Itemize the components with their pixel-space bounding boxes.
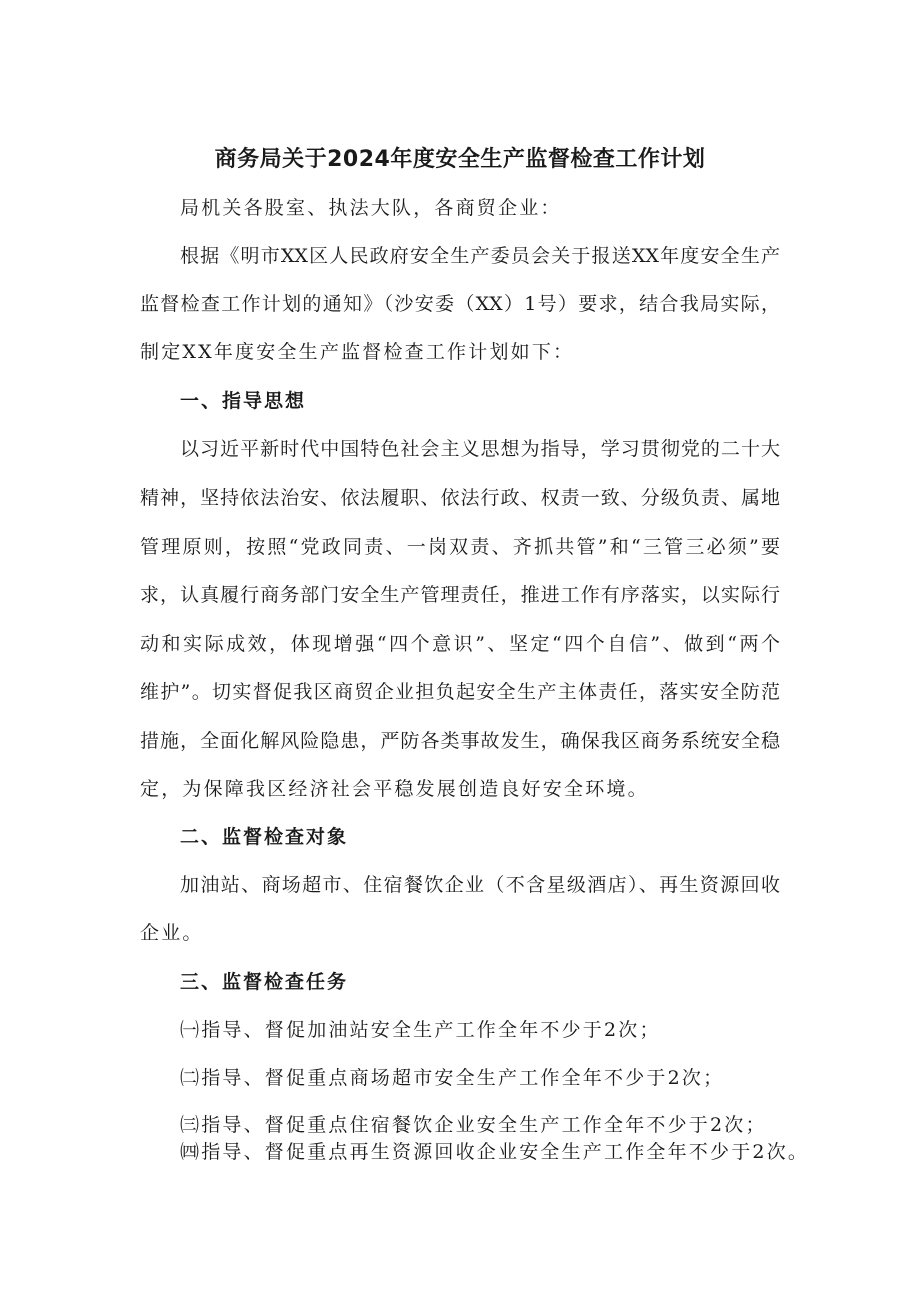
task-item-1: ㈠指导、督促加油站安全生产工作全年不少于2次； [180,1019,661,1041]
section-2-heading: 二、监督检查对象 [180,826,349,848]
section-1-line-2: 精神，坚持依法治安、依法履职、依法行政、权责一致、分级负责、属地 [140,487,780,509]
salutation: 局机关各股室、执法大队，各商贸企业： [180,197,562,219]
section-1-line-4: 求，认真履行商务部门安全生产管理责任，推进工作有序落实，以实际行 [140,584,780,606]
section-1-line-7: 措施，全面化解风险隐患，严防各类事故发生，确保我区商务系统安全稳 [140,730,780,752]
section-2-line-2: 企业。 [140,922,204,944]
section-1-line-5: 动和实际成效，体现增强“四个意识”、坚定“四个自信”、做到“两个 [140,633,780,655]
document-title: 商务局关于2024年度安全生产监督检查工作计划 [214,147,706,172]
task-item-2: ㈡指导、督促重点商场超市安全生产工作全年不少于2次； [180,1067,725,1089]
intro-line-1: 根据《明市XX区人民政府安全生产委员会关于报送XX年度安全生产 [180,245,780,267]
section-1-heading: 一、指导思想 [180,390,307,412]
section-1-line-8: 定，为保障我区经济社会平稳发展创造良好安全环境。 [140,778,649,800]
intro-line-3: 制定XX年度安全生产监督检查工作计划如下： [140,341,575,363]
section-1-line-6: 维护”。切实督促我区商贸企业担负起安全生产主体责任，落实安全防范 [140,681,780,703]
intro-line-2: 监督检查工作计划的通知》（沙安委（XX）1号）要求，结合我局实际， [140,293,780,315]
section-2-line-1: 加油站、商场超市、住宿餐饮企业（不含星级酒店）、再生资源回收 [180,874,780,896]
section-1-line-3: 管理原则，按照“党政同责、一岗双责、齐抓共管”和“三管三必须”要 [140,536,780,558]
section-1-line-1: 以习近平新时代中国特色社会主义思想为指导，学习贯彻党的二十大 [180,438,780,460]
task-item-3: ㈢指导、督促重点住宿餐饮企业安全生产工作全年不少于2次； [180,1114,767,1136]
task-item-4: ㈣指导、督促重点再生资源回收企业安全生产工作全年不少于2次。 [180,1141,810,1163]
section-3-heading: 三、监督检查任务 [180,971,349,993]
